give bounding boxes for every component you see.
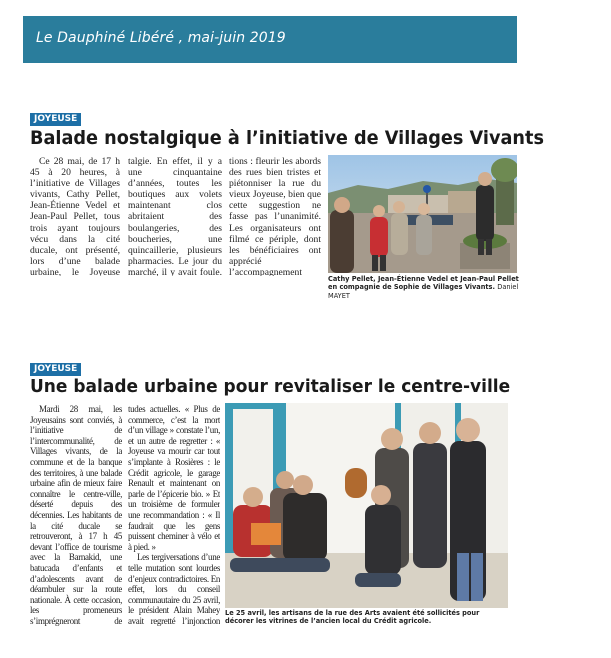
article2-caption: Le 25 avril, les artisans de la rue des Arts avaient été sollicités pour décorer les vitrines de l’ancien local du Crédit agricole.: [225, 609, 480, 626]
article1-column-2: talgie. En effet, il y a une cinquantaine d’années, toutes les boutiques aux volets maintenant clos abritaient des boulangeries, des boucheries, une quincaillerie, plusieurs pharmacies. Le jour du marché, il y avait foule.: [128, 156, 222, 276]
article1-column-1: Ce 28 mai, de 17 h 45 à 20 heures, à l’initiative de Villages vivants, Cathy Pellet, Jean-Étienne Vedel et Jean-Paul Pellet, tous trois ayant toujours vécu dans la cité ducale, ont présenté, lors d’une balade urbaine, le Joyeuse: [30, 156, 120, 276]
photo-credit: Daniel MAYET: [328, 283, 519, 300]
article1-headline: Balade nostalgique à l’initiative de Villages Vivants: [30, 127, 544, 149]
article1-column-3: tions : fleurir les abords des rues bien tristes et piétonniser la rue du vieux Joyeuse, bien que cette suggestion ne fasse pas l’unanimité. Les organisateurs ont filmé ce périple, dont les bénéficiaires ont apprécié l’accompagnement: [229, 156, 321, 276]
banner-title: Le Dauphiné Libéré , mai-juin 2019: [36, 30, 286, 46]
article1-photo: [328, 155, 517, 273]
article2-column-2: tudes actuelles. « Plus de commerce, c’est la mort d’un village » constate l’un, et un autre de regretter : « Joyeuse va mourir car tout s’implante à Rosières : le Crédit agricole, le garage Renault et maintenant on parle de l’épicerie bio. » Et un troisième de formuler une recommandation : « Il faudrait que les gens puissent cheminer à vélo et à pied. » Les tergiversations d’une telle mutation sont lourdes d’enjeux contradictoires. En effet, lors du conseil communautaire du 25 avril, le président Alain Mahey avait regretté l’injonction: [128, 404, 220, 626]
article1-section-tag: JOYEUSE: [30, 113, 81, 126]
article2-section-tag: JOYEUSE: [30, 363, 81, 376]
article1-caption: Cathy Pellet, Jean-Étienne Vedel et Jean-Paul Pellet en compagnie de Sophie de Villages Vivants. Daniel MAYET: [328, 275, 519, 300]
article2-photo: [225, 403, 508, 608]
newspaper-banner: [23, 16, 517, 63]
article2-headline: Une balade urbaine pour revitaliser le centre-ville: [30, 376, 511, 397]
article2-column-1: Mardi 28 mai, les Joyeusains sont conviés, à l’initiative de l’intercommunalité, de Villages vivants, de la commune et de la banque des territoires, à une balade urbaine afin de mieux faire connaître le centre-ville, déserté depuis des décennies. Les habitants de la cité ducale se retrouveront, à 17 h 45 devant l’office de tourisme avec la Barnakid, une batucada d’enfants et d’adolescents avant de déambuler sur la route nationale. À cette occasion, les promeneurs s’imprégneront de: [30, 404, 122, 626]
